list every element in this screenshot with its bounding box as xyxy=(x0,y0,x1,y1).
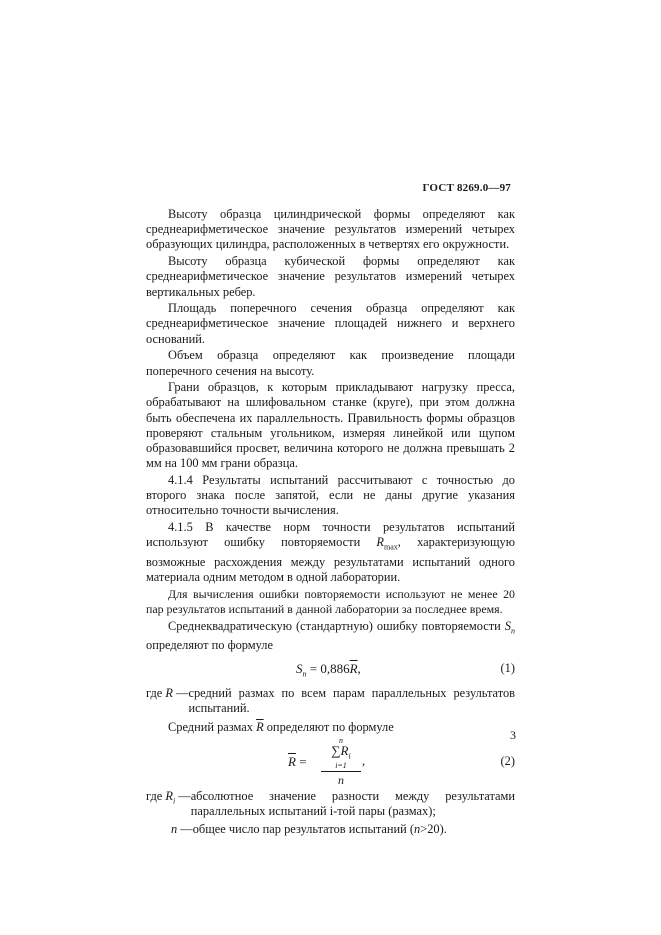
where-label xyxy=(171,822,193,837)
paragraph-volume: Объем образца определяют как произведение площади поперечного сечения на высоту. xyxy=(146,348,515,378)
where-symbol-n: n xyxy=(171,821,178,836)
formula-1-comma: , xyxy=(357,660,361,676)
sum-symbol xyxy=(321,745,361,762)
paragraph-4-1-5 xyxy=(146,520,515,585)
where-definition-ri xyxy=(146,789,515,819)
where-word: где xyxy=(146,789,166,804)
text-run: 4.1.5 В качестве норм точности результатов испытаний используют ошибку повторяемости xyxy=(146,520,515,550)
sum-upper-limit: n xyxy=(339,736,343,746)
text-run: , характеризующую возможные расхождения между результатами испытаний одного материала одним методом в одной лаборатории. xyxy=(146,535,515,585)
where-dash: — xyxy=(177,821,193,836)
fraction-bar xyxy=(321,771,361,772)
formula-1-eq: = 0,886 xyxy=(306,660,350,676)
formula-1-rbar: $\overline{R}$ xyxy=(349,660,358,676)
where-text: средний размах по всем парам параллельных результатов испытаний. xyxy=(188,685,515,715)
paragraph-faces: Грани образцов, к которым прикладывают нагрузку пресса, обрабатывают на шлифовальном станке (круге), при этом должна быть обеспечена их параллельность. Правильность формы образцов проверяют стальным угольником, измеряя линейкой или щупом образовавшийся просвет, величина которого не должна превышать 2 мм на 100 мм грани образца. xyxy=(146,380,515,471)
formula-1-lhs: S xyxy=(296,660,303,676)
formula-2-eq: = xyxy=(295,754,307,770)
where-symbol-ri-sub: i xyxy=(172,796,176,806)
where-symbol-r: R xyxy=(165,685,173,700)
text-run: определяют по формуле xyxy=(146,638,273,653)
paragraph-std-error xyxy=(146,619,515,654)
where-dash: — xyxy=(175,789,191,804)
formula-2-comma: , xyxy=(362,754,366,769)
formula-1-expression xyxy=(296,661,361,682)
where-definition-n xyxy=(146,822,515,837)
paragraph-twenty-pairs: Для вычисления ошибки повторяемости используют не менее 20 пар результатов испытаний в данной лаборатории за последнее время. xyxy=(146,586,515,617)
text-run: Среднеквадратическую (стандартную) ошибку повторяемости xyxy=(168,618,505,633)
sigma-glyph: ∑ xyxy=(331,743,341,759)
paragraph-cube-height: Высоту образца кубической формы определяют как среднеарифметическое значение результатов измерений четырех вертикальных ребер. xyxy=(146,254,515,299)
document-code-header: ГОСТ 8269.0—97 xyxy=(422,182,511,194)
body-text xyxy=(146,207,515,837)
formula-2 xyxy=(146,737,515,787)
formula-2-fraction xyxy=(321,737,361,786)
where-text xyxy=(193,822,515,837)
subscript-max: max xyxy=(384,542,398,552)
where-word: где xyxy=(146,685,166,700)
text-symbol-n: n xyxy=(414,821,421,836)
symbol-rbar: $\overline{R}$ xyxy=(256,720,264,735)
paragraph-cross-section-area: Площадь поперечного сечения образца определяют как среднеарифметическое значение площадей нижнего и верхнего оснований. xyxy=(146,301,515,346)
paragraph-mean-range xyxy=(146,720,515,735)
text-run: общее число пар результатов испытаний ( xyxy=(192,821,415,836)
summand: R xyxy=(340,743,349,759)
summand-sub: i xyxy=(348,751,351,761)
formula-2-number: (2) xyxy=(500,754,515,769)
where-definition-r xyxy=(146,686,515,716)
formula-1-number: (1) xyxy=(500,660,515,675)
text-run: Средний размах xyxy=(168,720,257,735)
formula-1-lhs-sub: n xyxy=(302,669,307,679)
subscript-n: n xyxy=(511,626,515,636)
page-number: 3 xyxy=(510,728,516,742)
symbol-r: R xyxy=(376,535,384,550)
where-text: абсолютное значение разности между результатами параллельных испытаний i-той пары (размах); xyxy=(190,789,515,819)
where-label xyxy=(146,686,188,716)
symbol-s: S xyxy=(504,618,511,633)
where-label xyxy=(146,789,191,819)
formula-2-lhs: $\overline{R}$ xyxy=(288,754,296,770)
paragraph-4-1-4: 4.1.4 Результаты испытаний рассчитывают с точностью до второго знака после запятой, если не даны другие указания относительно точности вычисления. xyxy=(146,472,515,518)
text-run: >20). xyxy=(420,821,447,836)
where-dash: — xyxy=(172,685,189,700)
formula-2-lhs-group xyxy=(288,754,307,769)
formula-1 xyxy=(146,654,515,684)
sum-lower-limit: i=1 xyxy=(335,760,347,770)
where-symbol-ri: R xyxy=(165,789,173,804)
formula-2-denominator: n xyxy=(338,772,344,787)
paragraph-cylinder-height: Высоту образца цилиндрической формы определяют как среднеарифметическое значение результатов измерений четырех образующих цилиндра, расположенных в четвертях его окружности. xyxy=(146,207,515,252)
text-run: определяют по формуле xyxy=(263,720,394,735)
